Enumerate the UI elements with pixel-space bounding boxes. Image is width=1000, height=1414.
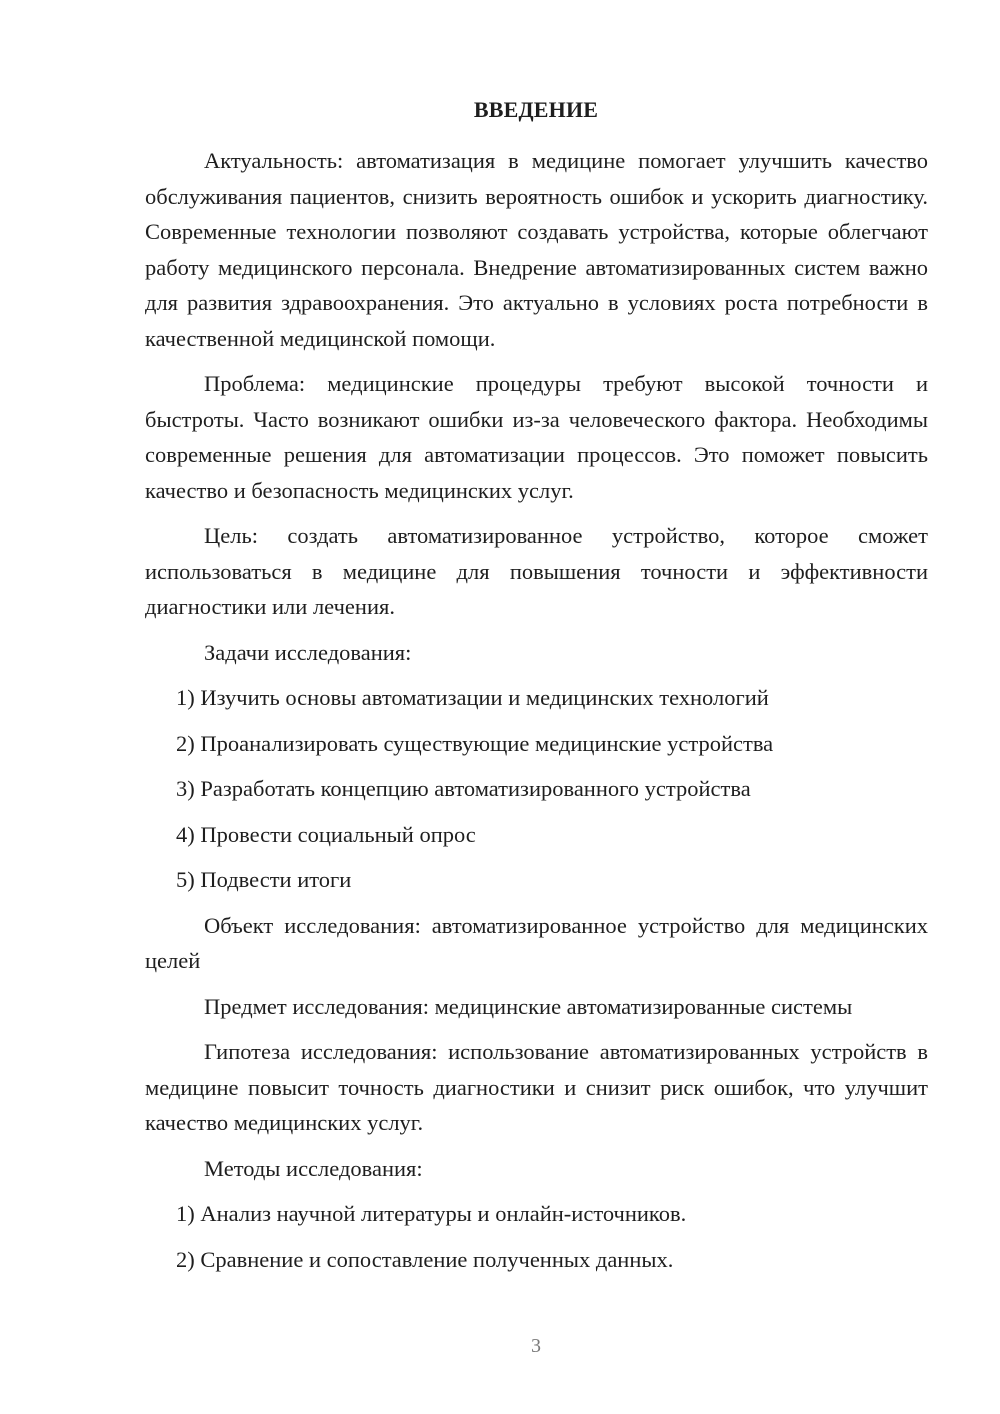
task-item: 1) Изучить основы автоматизации и медицинских технологий (176, 685, 769, 710)
problem-paragraph: Проблема: медицинские процедуры требуют высокой точности и быстроты. Часто возникают ошибки из-за человеческого фактора. Необходимы современные решения для автоматизации процессов. Это поможет повысить качество и безопасность медицинских услуг. (145, 371, 928, 503)
task-item: 2) Проанализировать существующие медицинские устройства (176, 730, 774, 756)
task-item: 4) Провести социальный опрос (176, 821, 476, 847)
task-item: 5) Подвести итоги (176, 867, 352, 892)
method-item: 1) Анализ научной литературы и онлайн-источников. (176, 1201, 687, 1226)
relevance-paragraph: Актуальность: автоматизация в медицине помогает улучшить качество обслуживания пациентов, снизить вероятность ошибок и ускорить диагностику. Современные технологии позволяют создавать устройства, которые облегчают работу медицинского персонала. Внедрение автоматизированных систем важно для развития здравоохранения. Это актуально в условиях роста потребности в качественной медицинской помощи. (145, 148, 928, 351)
hypothesis-paragraph: Гипотеза исследования: использование автоматизированных устройств в медицине повысит точность диагностики и снизит риск ошибок, что улучшит качество медицинских услуг. (145, 1039, 928, 1135)
document-body (145, 143, 928, 1277)
goal-paragraph: Цель: создать автоматизированное устройство, которое сможет использоваться в медицине для повышения точности и эффективности диагностики или лечения. (145, 523, 928, 619)
method-item: 2) Сравнение и сопоставление полученных данных. (176, 1246, 674, 1272)
tasks-heading: Задачи исследования: (204, 639, 412, 665)
object-paragraph: Объект исследования: автоматизированное устройство для медицинских целей (145, 912, 928, 973)
subject-paragraph: Предмет исследования: медицинские автоматизированные системы (204, 993, 853, 1019)
section-title: ВВЕДЕНИЕ (473, 97, 599, 122)
page-number: 3 (531, 1335, 541, 1357)
task-item: 3) Разработать концепцию автоматизированного устройства (176, 776, 751, 801)
methods-heading: Методы исследования: (204, 1155, 423, 1181)
